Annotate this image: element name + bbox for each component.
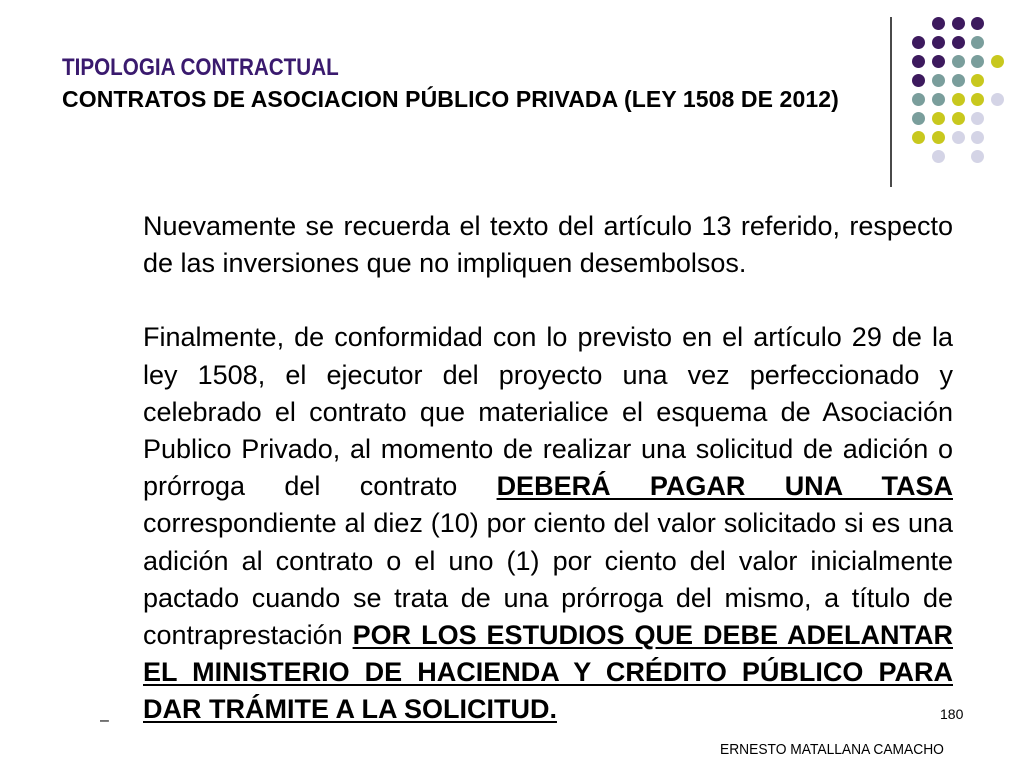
footer-dash: –	[100, 712, 109, 729]
slide-body	[143, 208, 953, 729]
decorative-dot	[952, 55, 965, 68]
decorative-dot	[952, 112, 965, 125]
decorative-dot	[971, 150, 984, 163]
decorative-dot	[932, 131, 945, 144]
decorative-dot	[912, 74, 925, 87]
highlight-studies: POR LOS ESTUDIOS QUE DEBE ADELANTAR EL MINISTERIO DE HACIENDA Y CRÉDITO PÚBLICO PARA DAR TRÁMITE A LA SOLICITUD.	[143, 620, 953, 725]
decorative-dot	[971, 74, 984, 87]
paragraph-2-text-c: correspondiente al diez (10) por ciento del valor solicitado si es una adición al contrato o el uno (1) por ciento del valor inicialmente pactado cuando se trata de una prórroga del mismo, a título de contraprestación	[143, 508, 953, 651]
decorative-dot	[952, 17, 965, 30]
decorative-dot	[932, 93, 945, 106]
decorative-dot	[971, 131, 984, 144]
decorative-dot	[971, 36, 984, 49]
slide-title: CONTRATOS DE ASOCIACION PÚBLICO PRIVADA (LEY 1508 DE 2012)	[62, 86, 839, 112]
decorative-dot	[991, 55, 1004, 68]
paragraph-1: Nuevamente se recuerda el texto del artículo 13 referido, respecto de las inversiones que no impliquen desembolsos.	[143, 211, 953, 279]
decorative-dot	[971, 55, 984, 68]
decorative-dot	[952, 93, 965, 106]
highlight-pay-fee: DEBERÁ PAGAR UNA TASA	[496, 471, 953, 502]
decorative-dot	[932, 17, 945, 30]
page-number: 180	[940, 706, 964, 722]
decorative-dot	[952, 131, 965, 144]
decorative-dot	[952, 36, 965, 49]
decorative-dot	[912, 36, 925, 49]
decorative-dot	[912, 131, 925, 144]
decorative-dot	[971, 93, 984, 106]
decorative-dot	[932, 150, 945, 163]
decorative-dot	[991, 93, 1004, 106]
decorative-dot	[932, 74, 945, 87]
decorative-dot	[932, 112, 945, 125]
decorative-dot	[912, 55, 925, 68]
decorative-dot	[971, 17, 984, 30]
decorative-dot	[932, 36, 945, 49]
decorative-dot	[912, 93, 925, 106]
author-name: ERNESTO MATALLANA CAMACHO	[720, 741, 944, 758]
section-kicker: TIPOLOGIA CONTRACTUAL	[62, 54, 339, 81]
decorative-dot	[912, 112, 925, 125]
paragraph-2-text-a: Finalmente, de conformidad con lo previsto en el artículo 29 de la ley 1508, el ejecutor del proyecto una vez perfeccionado y celebrado el contrato que materialice el esquema de Asociación Publico Privado, al momento de realizar una solicitud de adición o prórroga del contrato	[143, 322, 953, 502]
paragraph-2	[143, 319, 953, 728]
decorative-dot	[932, 55, 945, 68]
decorative-dot	[971, 112, 984, 125]
decorative-dot	[952, 74, 965, 87]
dot-grid-decoration	[0, 0, 1024, 200]
